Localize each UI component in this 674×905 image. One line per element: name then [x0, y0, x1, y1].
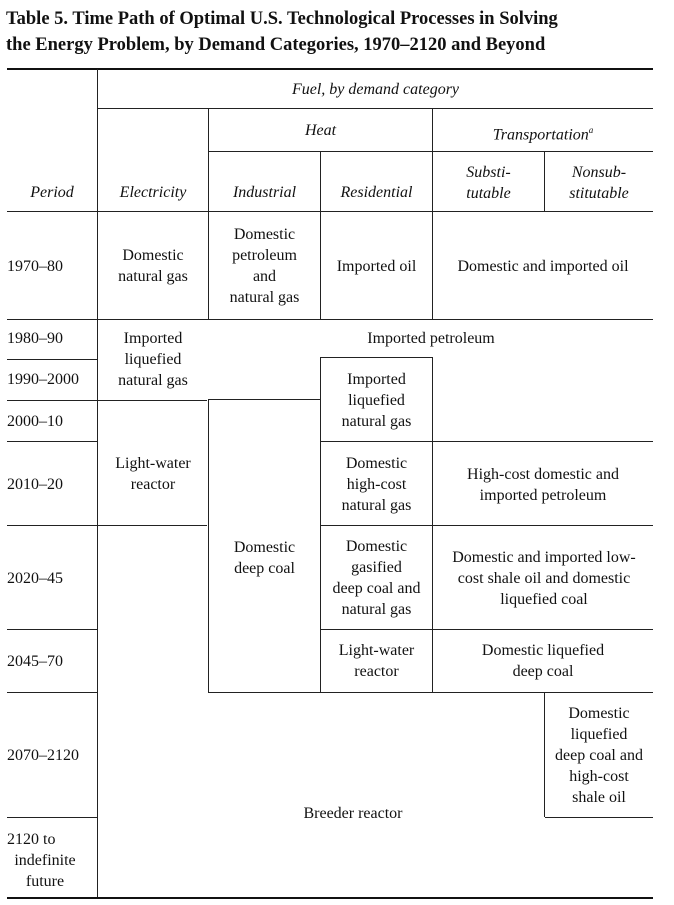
rule-2010-right	[321, 441, 653, 442]
cell-text: Domestic	[233, 539, 296, 556]
header-electricity: Electricity	[119, 184, 187, 201]
cell-text: Domestic	[345, 455, 408, 472]
cell-electricity-1970	[98, 245, 208, 287]
header-industrial: Industrial	[232, 184, 297, 201]
cell-transport-1970: Domestic and imported oil	[457, 258, 629, 275]
rule-1980	[7, 319, 653, 320]
rule-2070-mid	[208, 692, 653, 693]
cell-text: high-cost	[346, 476, 407, 493]
cell-text: Imported	[347, 371, 406, 388]
header-nonsubstitutable	[545, 162, 653, 204]
cell-residential-lng	[321, 369, 432, 432]
period-2010: 2010–20	[7, 476, 63, 493]
cell-electricity-2000	[98, 453, 208, 495]
cell-transport-2010	[433, 464, 653, 506]
period-2070: 2070–2120	[7, 747, 79, 764]
cell-industrial-coal	[209, 537, 320, 579]
cell-residential-2045	[321, 640, 432, 682]
cell-text: Domestic	[345, 538, 408, 555]
header-substitutable-1: Substi-	[466, 164, 511, 181]
cell-industrial-1970	[209, 224, 320, 308]
cell-text: liquefied	[124, 351, 182, 368]
cell-text: Domestic	[568, 705, 630, 722]
rule-2020-right	[321, 525, 653, 526]
rule-2000	[7, 400, 207, 401]
cell-imported-petroleum: Imported petroleum	[367, 330, 495, 347]
header-transportation-label: Transportation	[492, 126, 589, 144]
cell-text: natural gas	[118, 372, 188, 389]
rule-2070-left	[7, 692, 97, 693]
table-title-line-1: Table 5. Time Path of Optimal U.S. Technological Processes in Solving	[6, 9, 558, 29]
cell-text: Domestic and imported low-	[452, 549, 636, 566]
header-period: Period	[30, 184, 74, 201]
cell-transport-2020	[433, 547, 655, 610]
period-2000: 2000–10	[7, 413, 63, 430]
cell-text: High-cost domestic and	[467, 466, 619, 483]
cell-nonsub-2070	[545, 703, 653, 808]
header-transportation	[433, 120, 653, 145]
rule-1990-res	[321, 357, 432, 358]
cell-text: deep coal	[512, 663, 574, 680]
header-residential: Residential	[340, 184, 413, 201]
period-1970: 1970–80	[7, 258, 63, 275]
header-substitutable	[433, 162, 544, 204]
header-fuel: Fuel, by demand category	[291, 81, 460, 98]
header-nonsubstitutable-1: Nonsub-	[571, 164, 627, 181]
cell-text: liquefied	[570, 726, 628, 743]
cell-text: natural gas	[341, 601, 412, 618]
period-2120-3: future	[25, 873, 65, 890]
header-nonsubstitutable-2: stitutable	[569, 185, 629, 202]
cell-breeder-reactor: Breeder reactor	[303, 805, 403, 822]
cell-electricity-1980	[98, 328, 208, 391]
table-title-line-2: the Energy Problem, by Demand Categories, 1970–2120 and Beyond	[6, 35, 546, 55]
rule-2010-left	[7, 441, 97, 442]
cell-text: deep coal	[234, 560, 295, 577]
period-2120-2: indefinite	[14, 852, 76, 869]
cell-text: deep coal and	[555, 747, 643, 764]
cell-text: Domestic	[233, 226, 296, 243]
period-1990: 1990–2000	[7, 371, 79, 388]
cell-text: high-cost	[569, 768, 629, 785]
cell-text: cost shale oil and domestic	[457, 570, 631, 587]
header-heat: Heat	[304, 122, 337, 139]
cell-text: imported petroleum	[479, 487, 607, 504]
cell-residential-2010	[321, 453, 432, 516]
cell-text: and	[252, 268, 277, 285]
cell-text: natural gas	[118, 268, 188, 285]
table-title	[6, 6, 666, 58]
cell-residential-1970: Imported oil	[336, 258, 417, 275]
rule-2045-right	[321, 629, 653, 630]
cell-transport-2045	[433, 640, 653, 682]
rule-2045-left	[7, 629, 97, 630]
vline-heat-split	[320, 151, 321, 320]
cell-text: liquefied	[348, 392, 405, 409]
rule-1990	[7, 359, 97, 360]
bottom-rule	[7, 897, 653, 899]
cell-text: Imported	[123, 330, 183, 347]
cell-text: natural gas	[341, 413, 412, 430]
rule-heat-trans	[208, 151, 653, 152]
header-substitutable-2: tutable	[466, 185, 511, 202]
cell-text: Domestic	[122, 247, 184, 264]
cell-text: petroleum	[232, 247, 297, 264]
cell-text: gasified	[351, 559, 402, 576]
period-1980: 1980–90	[7, 330, 63, 347]
cell-text: reactor	[130, 476, 176, 493]
cell-text: shale oil	[572, 789, 626, 806]
period-2120-1: 2120 to	[7, 831, 56, 848]
rule-header-bottom	[7, 211, 653, 212]
rule-fuel	[97, 108, 653, 109]
period-2120	[7, 829, 83, 892]
rule-2020-left	[7, 525, 207, 526]
cell-text: Light-water	[338, 642, 415, 659]
period-2020: 2020–45	[7, 570, 63, 587]
cell-text: Light-water	[115, 455, 191, 472]
rule-2120	[7, 817, 97, 818]
period-2045: 2045–70	[7, 653, 63, 670]
cell-residential-2020	[321, 536, 432, 620]
cell-text: deep coal and	[332, 580, 421, 597]
cell-text: natural gas	[229, 289, 300, 306]
cell-text: reactor	[354, 663, 399, 680]
cell-text: Domestic liquefied	[481, 642, 605, 659]
cell-text: natural gas	[341, 497, 412, 514]
footnote-marker: a	[588, 125, 594, 135]
rule-2000-ind	[208, 399, 320, 400]
cell-text: liquefied coal	[500, 591, 588, 608]
top-rule	[7, 68, 653, 70]
